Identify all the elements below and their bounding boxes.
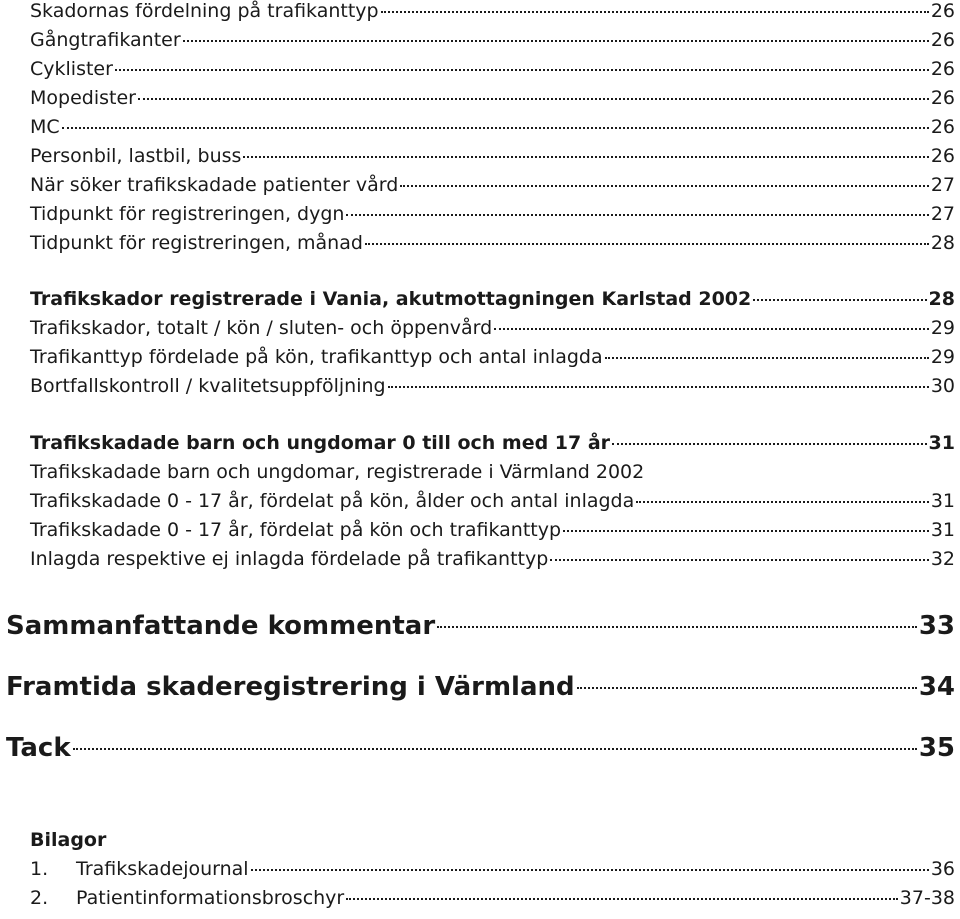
toc-chapter[interactable]	[6, 672, 955, 702]
toc-entry-page: 31	[930, 490, 955, 512]
dot-leader	[550, 559, 929, 561]
toc-entry-label: MC	[30, 116, 60, 138]
dot-leader	[251, 869, 929, 871]
toc-entry[interactable]	[30, 29, 955, 51]
toc-entry-label: Trafikskador, totalt / kön / sluten- och öppenvård	[30, 317, 493, 339]
toc-entry-label: Trafikskadade 0 - 17 år, fördelat på kön, ålder och antal inlagda	[30, 490, 635, 512]
toc-entry[interactable]	[30, 519, 955, 541]
toc-entry-label: Inlagda respektive ej inlagda fördelade på trafikanttyp	[30, 548, 549, 570]
toc-entry-label: När söker trafikskadade patienter vård	[30, 174, 399, 196]
toc-entry-label: Cyklister	[30, 58, 113, 80]
dot-leader	[183, 40, 929, 42]
toc-entry-page: 30	[930, 375, 955, 397]
toc-entry-label: Bortfallskontroll / kvalitetsuppföljning	[30, 375, 386, 397]
toc-entry-page: 26	[930, 29, 955, 51]
toc-entry-label: Tidpunkt för registreringen, månad	[30, 232, 363, 254]
toc-chapter-label: Sammanfattande kommentar	[6, 611, 436, 641]
dot-leader	[73, 748, 917, 750]
toc-entry-page: 27	[930, 174, 955, 196]
dot-leader	[605, 357, 929, 359]
toc-entry[interactable]	[30, 375, 955, 397]
toc-chapter-label: Framtida skaderegistrering i Värmland	[6, 672, 575, 702]
dot-leader	[381, 11, 929, 13]
dot-leader	[138, 98, 929, 100]
toc-entry-intro	[30, 461, 955, 483]
toc-entry-page: 26	[930, 58, 955, 80]
dot-leader	[365, 243, 929, 245]
toc-entry-label: Skadornas fördelning på trafikanttyp	[30, 0, 379, 22]
toc-entry-page: 26	[930, 87, 955, 109]
dot-leader	[494, 328, 929, 330]
toc-entry-page: 26	[930, 0, 955, 22]
appendix-entry-label	[30, 887, 344, 909]
dot-leader	[612, 443, 926, 445]
toc-entry-label: Trafikskadade 0 - 17 år, fördelat på kön och trafikanttyp	[30, 519, 562, 541]
toc-chapter-label: Tack	[6, 733, 71, 763]
toc-chapter-page: 33	[918, 611, 955, 641]
toc-entry[interactable]	[30, 548, 955, 570]
toc-entry-label: Tidpunkt för registreringen, dygn	[30, 203, 345, 225]
toc-entry-page: 29	[930, 317, 955, 339]
dot-leader	[563, 530, 929, 532]
toc-entry-page: 29	[930, 346, 955, 368]
toc-entry[interactable]	[30, 145, 955, 167]
dot-leader	[437, 626, 917, 628]
toc-entry[interactable]	[30, 346, 955, 368]
toc-entry-label: Gångtrafikanter	[30, 29, 181, 51]
toc-entry-page: 28	[930, 232, 955, 254]
toc-entry-page: 26	[930, 145, 955, 167]
dot-leader	[62, 127, 929, 129]
appendix-entry-label	[30, 858, 249, 880]
toc-entry-label: Trafikskadade barn och ungdomar, registrerade i Värmland 2002	[30, 461, 645, 483]
dot-leader	[346, 214, 928, 216]
toc-entry-page: 28	[928, 288, 955, 310]
dot-leader	[577, 687, 917, 689]
appendix-entry-page: 37-38	[899, 887, 955, 909]
dot-leader	[753, 299, 926, 301]
toc-section-heading-vania[interactable]	[30, 288, 955, 310]
toc-entry[interactable]	[30, 116, 955, 138]
toc-entry[interactable]	[30, 87, 955, 109]
appendix-entry[interactable]	[30, 887, 955, 909]
toc-entry[interactable]	[30, 203, 955, 225]
appendix-entry-title: Trafikskadejournal	[76, 858, 249, 880]
toc-entry-page: 31	[930, 519, 955, 541]
toc-entry[interactable]	[30, 174, 955, 196]
toc-entry[interactable]	[30, 490, 955, 512]
appendix-entry-page: 36	[930, 858, 955, 880]
toc-entry-label: Personbil, lastbil, buss	[30, 145, 242, 167]
toc-entry-label: Trafikskador registrerade i Vania, akutmottagningen Karlstad 2002	[30, 288, 752, 310]
toc-chapter-page: 35	[918, 733, 955, 763]
toc-entry[interactable]	[30, 0, 955, 22]
appendix-entry-number: 2.	[30, 887, 49, 909]
toc-entry-label: Mopedister	[30, 87, 136, 109]
toc-entry[interactable]	[30, 58, 955, 80]
dot-leader	[346, 898, 898, 900]
dot-leader	[243, 156, 928, 158]
dot-leader	[400, 185, 929, 187]
toc-chapter-page: 34	[918, 672, 955, 702]
toc-chapter[interactable]	[6, 611, 955, 641]
toc-entry[interactable]	[30, 232, 955, 254]
toc-entry[interactable]	[30, 317, 955, 339]
toc-entry-page: 32	[930, 548, 955, 570]
toc-entry-label: Trafikskadade barn och ungdomar 0 till och med 17 år	[30, 432, 611, 454]
dot-leader	[388, 386, 929, 388]
appendix-entry-number: 1.	[30, 858, 49, 880]
toc-entry-label: Trafikanttyp fördelade på kön, trafikanttyp och antal inlagda	[30, 346, 603, 368]
dot-leader	[115, 69, 929, 71]
toc-entry-page: 31	[928, 432, 955, 454]
toc-section-heading-children[interactable]	[30, 432, 955, 454]
appendix-heading: Bilagor	[30, 829, 107, 851]
toc-entry-page: 26	[930, 116, 955, 138]
appendix-entry-title: Patientinformationsbroschyr	[76, 887, 345, 909]
toc-chapter[interactable]	[6, 733, 955, 763]
appendix-entry[interactable]	[30, 858, 955, 880]
toc-entry-page: 27	[930, 203, 955, 225]
dot-leader	[636, 501, 929, 503]
